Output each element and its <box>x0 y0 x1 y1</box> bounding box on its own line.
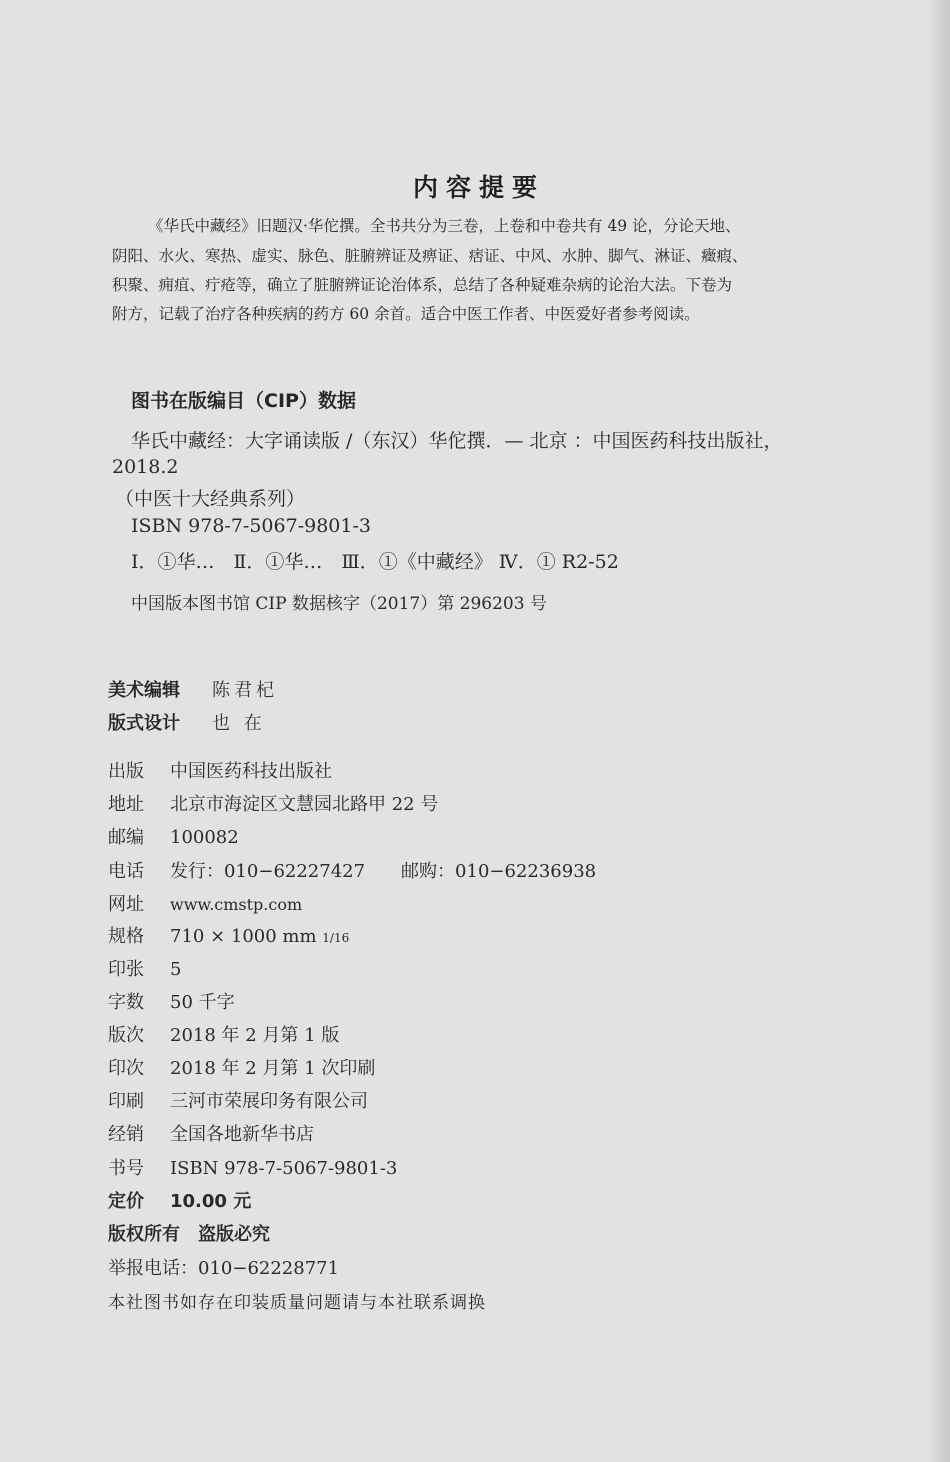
info-row-publisher <box>108 757 332 783</box>
info-row-isbn <box>108 1154 397 1180</box>
info-row-price <box>108 1187 251 1213</box>
info-label: 经销 <box>108 1124 144 1145</box>
info-value: 710 × 1000 mm <box>170 926 317 947</box>
cip-line: 2018.2 <box>112 456 179 478</box>
info-value: 2018 年 2 月第 1 次印刷 <box>170 1058 376 1079</box>
info-value: 三河市荣展印务有限公司 <box>170 1091 368 1112</box>
cip-record: 中国版本图书馆 CIP 数据核字（2017）第 296203 号 <box>131 594 547 614</box>
info-value: ISBN 978-7-5067-9801-3 <box>170 1158 398 1179</box>
info-label: 印张 <box>108 959 144 980</box>
summary-line: 《华氏中藏经》旧题汉·华佗撰。全书共分为三卷，上卷和中卷共有 49 论，分论天地、 <box>148 217 741 235</box>
info-label: 印次 <box>108 1058 144 1079</box>
info-label: 版次 <box>108 1025 144 1046</box>
info-row-format <box>108 922 349 948</box>
info-label: 规格 <box>108 926 144 947</box>
info-label: 网址 <box>108 894 144 915</box>
info-value: 5 <box>170 959 182 980</box>
info-row-printing <box>108 1054 375 1080</box>
info-value: 100082 <box>170 827 239 848</box>
info-value: 中国医药科技出版社 <box>170 761 332 782</box>
info-row-website <box>108 890 302 916</box>
info-row-distributor <box>108 1120 314 1146</box>
info-row-edition <box>108 1021 339 1047</box>
summary-title: 内容提要 <box>412 173 545 202</box>
credit-art-editor <box>108 676 278 702</box>
cip-series: （中医十大经典系列） <box>115 488 306 510</box>
info-row-postcode <box>108 823 239 849</box>
info-row-address <box>108 790 438 816</box>
credit-label: 版式设计 <box>108 713 180 734</box>
summary-line: 阴阳、水火、寒热、虚实、脉色、脏腑辨证及痹证、痞证、中风、水肿、脚气、淋证、癥瘕、 <box>112 247 748 265</box>
info-value: 全国各地新华书店 <box>170 1124 314 1145</box>
rights-statement: 版权所有 盗版必究 <box>108 1224 270 1245</box>
info-label: 定价 <box>108 1191 144 1212</box>
info-value: www.cmstp.com <box>170 895 303 914</box>
info-label: 字数 <box>108 992 144 1013</box>
info-row-phone <box>108 857 596 883</box>
info-value: 发行：010−62227427 邮购：010−62236938 <box>170 861 597 882</box>
format-fraction: 1/16 <box>322 931 350 945</box>
summary-line: 积聚、痈疽、疔疮等，确立了脏腑辨证论治体系，总结了各种疑难杂病的论治大法。下卷为 <box>112 276 733 294</box>
info-value: 北京市海淀区文慧园北路甲 22 号 <box>170 794 439 815</box>
info-row-wordcount <box>108 988 235 1014</box>
info-row-printer <box>108 1087 368 1113</box>
credit-layout-designer <box>108 709 266 735</box>
credit-value: 陈君杞 <box>212 680 278 701</box>
info-row-sheets <box>108 955 181 981</box>
info-label: 地址 <box>108 794 144 815</box>
info-label: 电话 <box>108 861 144 882</box>
cip-classification: Ⅰ．①华… Ⅱ．①华… Ⅲ．①《中藏经》 Ⅳ．① R2-52 <box>131 551 619 573</box>
info-label: 邮编 <box>108 827 144 848</box>
page-edge-shadow <box>928 0 950 1462</box>
info-value: 10.00 元 <box>170 1191 252 1212</box>
cip-isbn: ISBN 978-7-5067-9801-3 <box>131 515 371 537</box>
quality-notice: 本社图书如存在印装质量问题请与本社联系调换 <box>108 1293 486 1313</box>
info-value: 50 千字 <box>170 992 235 1013</box>
credit-value: 也 在 <box>212 713 266 734</box>
summary-line: 附方，记载了治疗各种疾病的药方 60 余首。适合中医工作者、中医爱好者参考阅读。 <box>112 305 700 323</box>
info-label: 印刷 <box>108 1091 144 1112</box>
info-value: 2018 年 2 月第 1 版 <box>170 1025 340 1046</box>
credit-label: 美术编辑 <box>108 680 180 701</box>
info-label: 出版 <box>108 761 144 782</box>
cip-line: 华氏中藏经：大字诵读版 /（东汉）华佗撰．— 北京 ：中国医药科技出版社， <box>131 430 783 452</box>
cip-heading: 图书在版编目（CIP）数据 <box>131 390 356 412</box>
info-label: 书号 <box>108 1158 144 1179</box>
report-phone: 举报电话：010−62228771 <box>108 1258 340 1279</box>
